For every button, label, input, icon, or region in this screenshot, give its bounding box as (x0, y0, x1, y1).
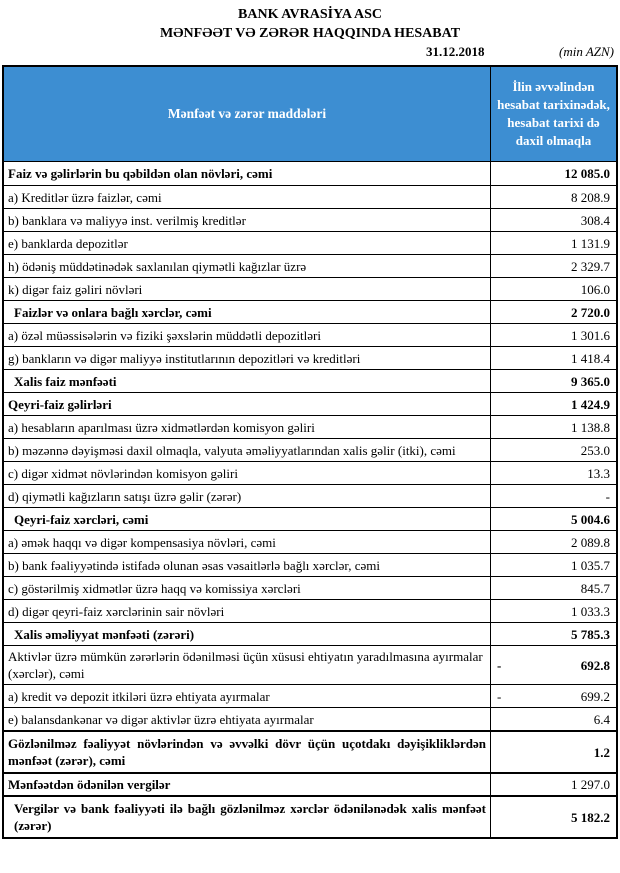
row-value: 6.4 (490, 708, 616, 730)
currency-unit: (min AZN) (558, 44, 614, 59)
row-value: 1.2 (490, 732, 616, 772)
table-row (4, 484, 616, 507)
row-value: 1 138.8 (490, 416, 616, 438)
row-value: - 699.2 (490, 685, 616, 707)
row-value: 845.7 (490, 577, 616, 599)
table-row (4, 622, 616, 645)
row-label: Faizlər və onlara bağlı xərclər, cəmi (14, 304, 212, 320)
table-row (4, 277, 616, 300)
row-label: h) ödəniş müddətinədək saxlanılan qiymətli kağızlar üzrə (8, 258, 307, 274)
table-row (4, 415, 616, 438)
table-row (4, 208, 616, 231)
row-value: 2 089.8 (490, 531, 616, 553)
table-row (4, 730, 616, 772)
row-value: 1 131.9 (490, 232, 616, 254)
table-row (4, 684, 616, 707)
row-value: 8 208.9 (490, 186, 616, 208)
row-value: 1 424.9 (490, 393, 616, 415)
row-label: Qeyri-faiz xərcləri, cəmi (14, 511, 149, 527)
row-value: 2 329.7 (490, 255, 616, 277)
table-row (4, 346, 616, 369)
report-date: 31.12.2018 (426, 44, 485, 59)
report-title: MƏNFƏƏT VƏ ZƏRƏR HAQQINDA HESABAT (159, 26, 461, 41)
row-label: a) Kreditlər üzrə faizlər, cəmi (8, 189, 162, 205)
row-value: 1 297.0 (490, 774, 616, 795)
row-value: 1 035.7 (490, 554, 616, 576)
row-label: Vergilər və bank fəaliyyəti ilə bağlı gözlənilməz xərclər ödənilənədək xalis mənfəət (zərər) (14, 801, 486, 833)
negative-marker: - (497, 688, 502, 704)
table-row (4, 599, 616, 622)
row-label: Gözlənilməz fəaliyyət növlərindən və əvvəlki dövr üçün uçotdakı dəyişikliklərdən mənfəət (zərər), cəmi (8, 736, 486, 768)
row-value: 106.0 (490, 278, 616, 300)
row-label: Qeyri-faiz gəlirləri (8, 396, 112, 412)
table-row (4, 576, 616, 599)
row-label: a) əmək haqqı və digər kompensasiya növləri, cəmi (8, 534, 276, 550)
profit-loss-table (2, 65, 618, 839)
row-value: 308.4 (490, 209, 616, 231)
row-label: g) bankların və digər maliyyə institutlarının depozitləri və kreditləri (8, 350, 361, 366)
row-value: 253.0 (490, 439, 616, 461)
table-row (4, 254, 616, 277)
row-label: b) banklara və maliyyə inst. verilmiş kreditlər (8, 212, 246, 228)
table-row (4, 707, 616, 730)
row-label: Faiz və gəlirlərin bu qəbildən olan növləri, cəmi (8, 166, 273, 181)
column-header-items: Mənfəət və zərər maddələri (167, 106, 327, 121)
row-label: a) özəl müəssisələrin və fiziki şəxslərin müddətli depozitləri (8, 327, 321, 343)
row-value: 13.3 (490, 462, 616, 484)
row-value: 1 418.4 (490, 347, 616, 369)
table-row (4, 369, 616, 392)
row-value: 5 785.3 (490, 623, 616, 645)
row-value: - 692.8 (490, 646, 616, 684)
row-label: c) digər xidmət növlərindən komisyon gəliri (8, 465, 238, 481)
table-row (4, 795, 616, 837)
column-header-period: İlin əvvəlindən hesabat tarixinədək, hesabat tarixi də daxil olmaqla (490, 67, 616, 161)
table-row (4, 530, 616, 553)
row-value: 1 033.3 (490, 600, 616, 622)
row-label: a) hesabların aparılması üzrə xidmətlərdən komisyon gəliri (8, 419, 315, 435)
table-row (4, 392, 616, 415)
row-label: d) digər qeyri-faiz xərclərinin sair növləri (8, 603, 225, 619)
table-row (4, 645, 616, 684)
table-row (4, 323, 616, 346)
row-label: e) banklarda depozitlər (8, 235, 128, 251)
table-row (4, 231, 616, 254)
row-label: b) bank fəaliyyətində istifadə olunan əsas vəsaitlərlə bağlı xərclər, cəmi (8, 557, 380, 573)
row-label: e) balansdankənar və digər aktivlər üzrə ehtiyata ayırmalar (8, 711, 314, 727)
row-label: k) digər faiz gəliri növləri (8, 281, 143, 297)
row-value: - (490, 485, 616, 507)
table-row (4, 162, 616, 185)
row-value: 1 301.6 (490, 324, 616, 346)
table-row (4, 553, 616, 576)
row-label: Aktivlər üzrə mümkün zərərlərin ödənilməsi üçün xüsusi ehtiyatın yaradılmasına ayırmalar (xərclər), cəmi (8, 649, 483, 681)
negative-marker: - (497, 657, 502, 673)
bank-name: BANK AVRASİYA ASC (238, 7, 382, 22)
table-row (4, 300, 616, 323)
row-label: d) qiymətli kağızların satışı üzrə gəlir (zərər) (8, 488, 242, 504)
table-row (4, 507, 616, 530)
table-row (4, 461, 616, 484)
row-label: b) məzənnə dəyişməsi daxil olmaqla, valyuta əməliyyatlarından xalis gəlir (itki), cəmi (8, 442, 456, 458)
row-value: 5 182.2 (490, 797, 616, 837)
row-label: Xalis əməliyyat mənfəəti (zərəri) (14, 626, 195, 642)
row-label: Xalis faiz mənfəəti (14, 373, 117, 389)
row-value: 12 085.0 (490, 162, 616, 185)
report-meta (2, 44, 618, 63)
row-label: a) kredit və depozit itkiləri üzrə ehtiyata ayırmalar (8, 688, 270, 704)
row-label: Mənfəətdən ödənilən vergilər (8, 777, 171, 792)
row-value: 9 365.0 (490, 370, 616, 392)
table-header-row (4, 67, 616, 162)
table-body (4, 162, 616, 837)
table-row (4, 772, 616, 795)
row-value: 2 720.0 (490, 301, 616, 323)
table-row (4, 438, 616, 461)
row-label: c) göstərilmiş xidmətlər üzrə haqq və komissiya xərcləri (8, 580, 301, 596)
table-row (4, 185, 616, 208)
row-value: 5 004.6 (490, 508, 616, 530)
